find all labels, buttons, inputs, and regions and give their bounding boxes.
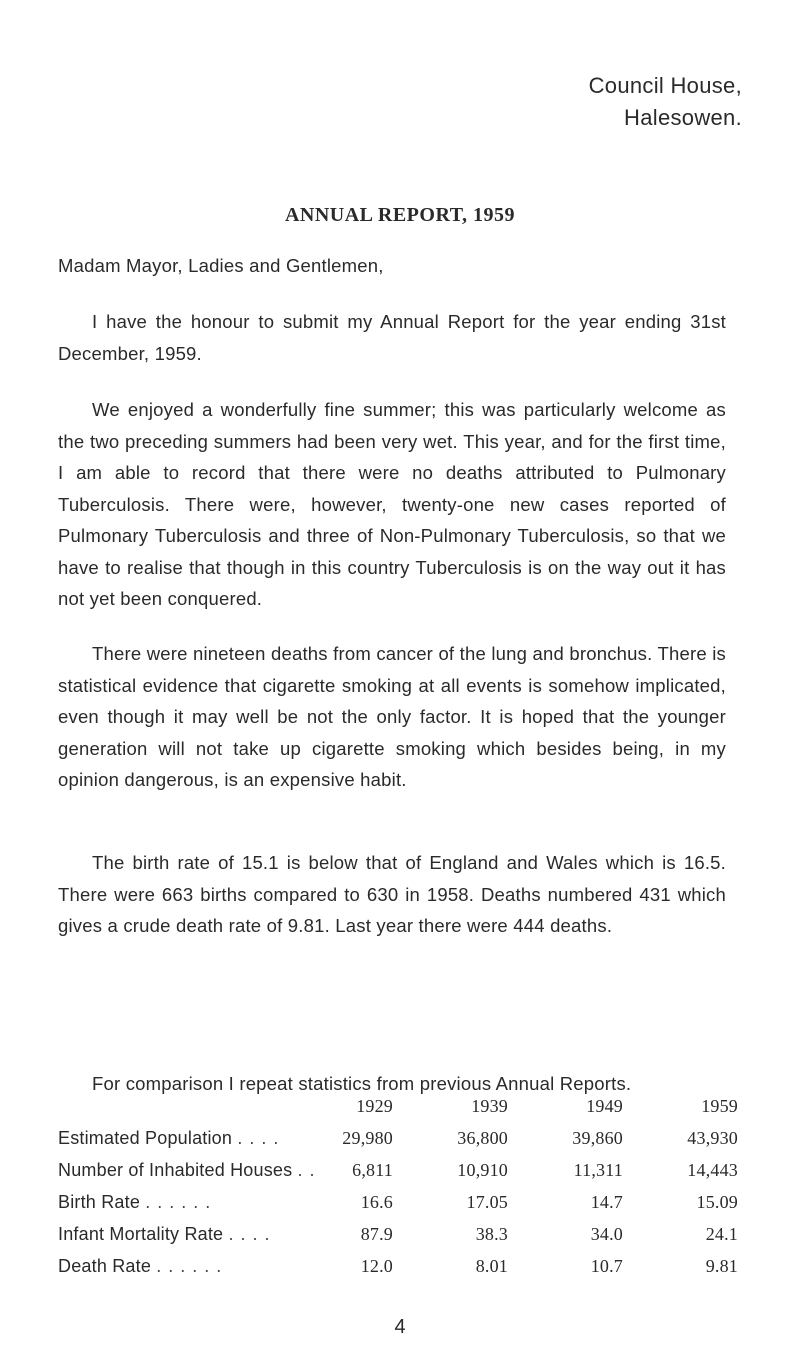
year-header: 1939 <box>471 1096 508 1116</box>
table-cell: 10,910 <box>457 1160 508 1180</box>
table-cell: 17.05 <box>466 1192 508 1212</box>
paragraph-intro: I have the honour to submit my Annual Report for the year ending 31st December, 1959. <box>58 311 726 364</box>
table-cell: 43,930 <box>687 1128 738 1148</box>
year-header: 1949 <box>586 1096 623 1116</box>
table-cell: 14,443 <box>687 1160 738 1180</box>
table-row <box>58 1160 738 1192</box>
row-label: Estimated Population <box>58 1128 233 1148</box>
table-cell: 39,860 <box>572 1128 623 1148</box>
salutation: Madam Mayor, Ladies and Gentlemen, <box>58 255 384 276</box>
table-cell: 24.1 <box>705 1224 738 1244</box>
paragraph-tuberculosis: We enjoyed a wonderfully fine summer; this was particularly welcome as the two preceding summers had been very wet. This year, and for the first time, I am able to record that there were no deaths attributed to Pulmonary Tuberculosis. There were, however, twenty-one new cases reported of Pulmonary Tuberculosis and three of Non-Pulmonary Tuberculosis, so that we have to realise that though in this country Tuberculosis is on the way out it has not yet been conquered. <box>58 399 726 609</box>
row-label-cell <box>58 1256 318 1288</box>
table-cell: 29,980 <box>342 1128 393 1148</box>
row-label: Death Rate <box>58 1256 152 1276</box>
table-cell: 34.0 <box>590 1224 623 1244</box>
table-cell: 6,811 <box>352 1160 393 1180</box>
row-label: Number of Inhabited Houses <box>58 1160 293 1180</box>
year-header: 1959 <box>701 1096 738 1116</box>
row-label: Infant Mortality Rate <box>58 1224 224 1244</box>
report-title: ANNUAL REPORT, 1959 <box>284 204 516 226</box>
address-line-2: Halesowen. <box>624 105 742 130</box>
leader-dots: . . . . . . <box>156 1256 223 1276</box>
table-cell: 36,800 <box>457 1128 508 1148</box>
row-label-cell <box>58 1192 318 1224</box>
header-label-cell <box>58 1096 318 1128</box>
row-label-cell <box>58 1128 318 1160</box>
table-row <box>58 1128 738 1160</box>
table-cell: 16.6 <box>360 1192 393 1212</box>
table-cell: 15.09 <box>696 1192 738 1212</box>
table-row <box>58 1192 738 1224</box>
leader-dots: . . . . <box>228 1224 271 1244</box>
table-row <box>58 1224 738 1256</box>
table-cell: 10.7 <box>590 1256 623 1276</box>
paragraph-birth-rate: The birth rate of 15.1 is below that of England and Wales which is 16.5. There were 663 births compared to 630 in 1958. Deaths numbered 431 which gives a crude death rate of 9.81. Last year there were 444 deaths. <box>58 852 726 936</box>
row-label-cell <box>58 1224 318 1256</box>
table-header-row <box>58 1096 738 1128</box>
year-header: 1929 <box>356 1096 393 1116</box>
row-label: Birth Rate <box>58 1192 141 1212</box>
table-cell: 38.3 <box>475 1224 508 1244</box>
table-cell: 11,311 <box>573 1160 623 1180</box>
table-cell: 12.0 <box>360 1256 393 1276</box>
table-cell: 87.9 <box>360 1224 393 1244</box>
table-row <box>58 1256 738 1288</box>
leader-dots: . . <box>297 1160 316 1180</box>
address-block <box>589 70 742 134</box>
row-label-cell <box>58 1160 318 1192</box>
leader-dots: . . . . <box>237 1128 280 1148</box>
table-cell: 9.81 <box>705 1256 738 1276</box>
address-line-1: Council House, <box>588 73 742 98</box>
leader-dots: . . . . . . <box>145 1192 212 1212</box>
statistics-table <box>58 1096 738 1288</box>
paragraph-lung-cancer: There were nineteen deaths from cancer of the lung and bronchus. There is statistical evidence that cigarette smoking at all events is somehow implicated, even though it may well be not the only factor. It is hoped that the younger generation will not take up cigarette smoking which besides being, in my opinion dangerous, is an expensive habit. <box>58 643 726 790</box>
page-number: 4 <box>394 1316 406 1338</box>
table-cell: 14.7 <box>590 1192 623 1212</box>
table-cell: 8.01 <box>475 1256 508 1276</box>
paragraph-comparison: For comparison I repeat statistics from previous Annual Reports. <box>92 1073 632 1094</box>
